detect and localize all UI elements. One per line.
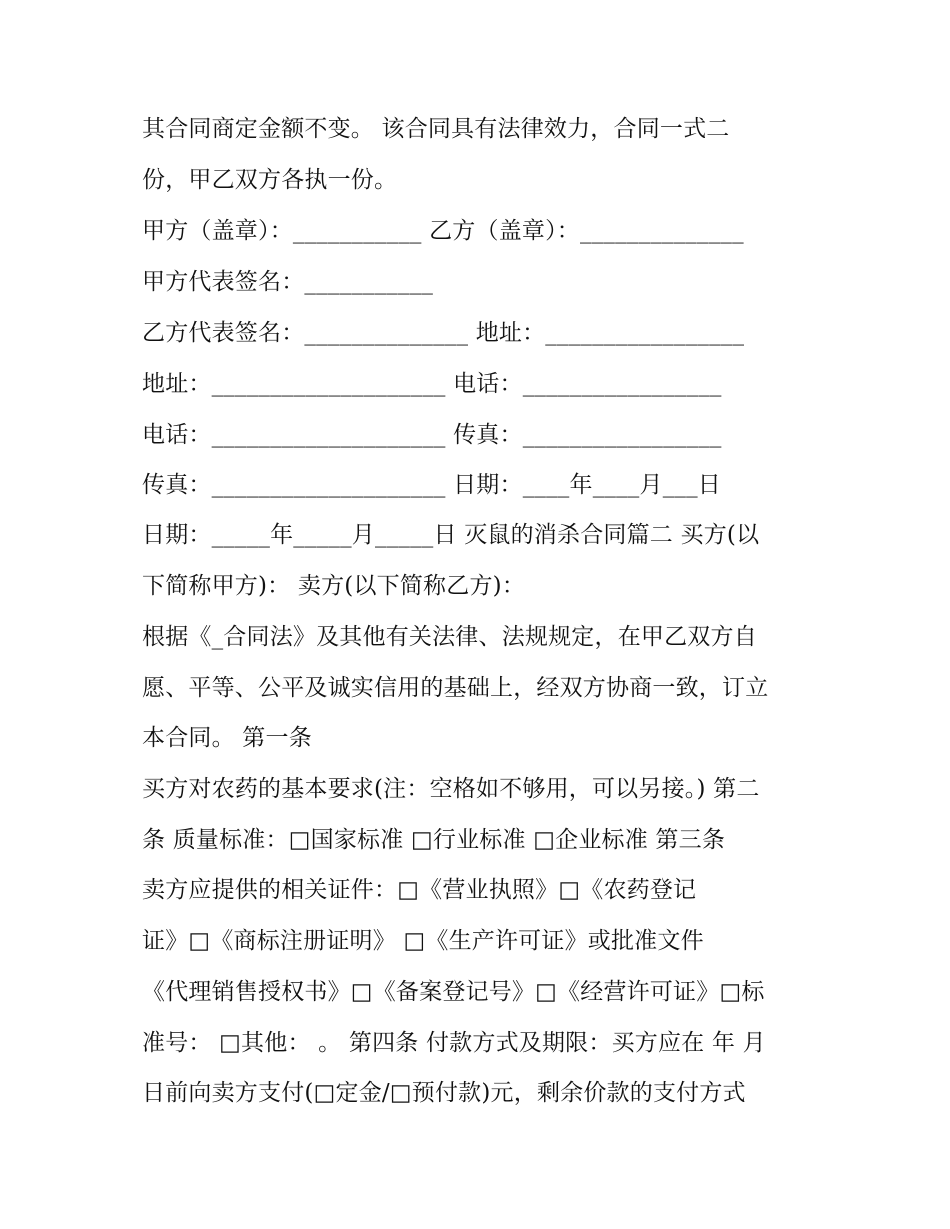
text-line: 电话：____________________ 传真：_________________ [142, 422, 722, 448]
text-line: 本合同。 第一条 [142, 725, 312, 751]
text-line: 下简称甲方)： 卖方(以下简称乙方)： [142, 573, 526, 599]
text-line: 地址：____________________ 电话：_________________ [142, 371, 722, 397]
text-line: 证》□《商标注册证明》 □《生产许可证》或批准文件 [142, 928, 704, 954]
text-line: 日期：_____年_____月_____日 灭鼠的消杀合同篇二 买方(以 [142, 522, 760, 548]
text-line: 买方对农药的基本要求(注：空格如不够用，可以另接。) 第二 [142, 776, 760, 802]
text-line: 甲方代表签名：___________ [142, 269, 434, 295]
text-line: 准号： □其他： 。 第四条 付款方式及期限：买方应在 年 月 [142, 1030, 766, 1056]
text-line: 甲方（盖章）：___________ 乙方（盖章）：______________ [142, 218, 744, 244]
text-line: 日前向卖方支付(□定金/□预付款)元，剩余价款的支付方式 [142, 1080, 746, 1106]
text-line: 《代理销售授权书》□《备案登记号》□《经营许可证》□标 [142, 979, 765, 1005]
text-line: 卖方应提供的相关证件：□《营业执照》□《农药登记 [142, 877, 697, 903]
text-line: 份，甲乙双方各执一份。 [142, 167, 398, 193]
text-line: 传真：____________________ 日期：____年____月___日 [142, 472, 722, 498]
text-line: 根据《_合同法》及其他有关法律、法规规定，在甲乙双方自 [142, 624, 757, 650]
text-line: 条 质量标准：□国家标准 □行业标准 □企业标准 第三条 [142, 827, 726, 853]
text-line: 愿、平等、公平及诚实信用的基础上，经双方协商一致，订立 [142, 675, 769, 701]
text-line: 其合同商定金额不变。 该合同具有法律效力，合同一式二 [142, 116, 730, 142]
text-line: 乙方代表签名：______________ 地址：_________________ [142, 320, 745, 346]
